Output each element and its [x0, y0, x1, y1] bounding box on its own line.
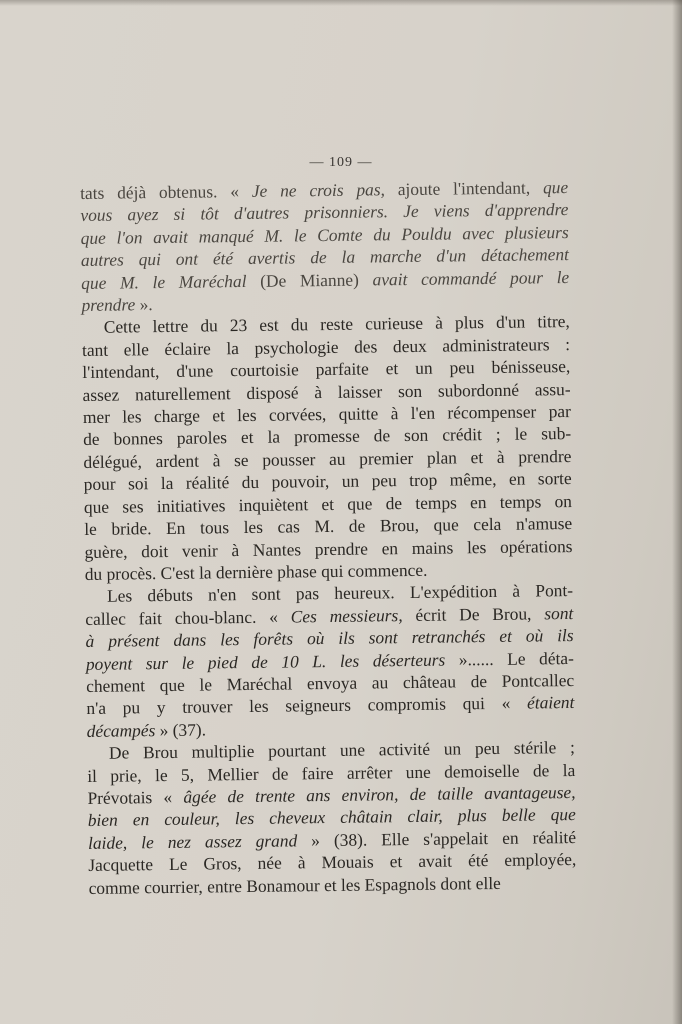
paragraph	[82, 310, 573, 585]
text-segment: De Brou multiplie pourtant une activité un peu stérile ;	[108, 737, 576, 763]
italic-segment: décampés	[86, 719, 156, 741]
text-segment: assez naturellement disposé à laisser son subordonné assu-	[82, 378, 571, 405]
text-segment: pour soi la réalité du pouvoir, un peu trop même, en sorte	[83, 468, 572, 495]
text-segment: (De Mianne)	[246, 269, 373, 291]
text-segment: écrit De Brou,	[402, 603, 545, 625]
text-segment: tant elle éclaire la psychologie des deux administrateurs :	[81, 333, 571, 360]
italic-segment: autres qui ont été avertis de la marche d'un détachement	[80, 244, 570, 271]
text-segment: délégué, ardent à se pousser au premier plan et à prendre	[83, 445, 572, 472]
italic-segment: que	[542, 177, 569, 198]
text-segment: tats déjà obtenus. «	[80, 180, 252, 203]
text-segment: Les débuts n'en sont pas heureux. L'expédition à Pont-	[106, 580, 574, 607]
text-segment: le bride. En tous les cas M. de Brou, que cela n'amuse	[84, 513, 573, 540]
body-text	[80, 176, 577, 899]
text-segment: du procès. C'est la dernière phase qui commence.	[84, 559, 428, 584]
italic-segment: vous ayez si tôt d'autres prisonniers. Je viens d'apprendre	[80, 199, 569, 226]
italic-segment: âgée de trente ans environ, de taille avantageuse,	[183, 781, 576, 807]
italic-segment: Ces messieurs,	[290, 604, 403, 627]
text-segment: Cette lettre du 23 est du reste curieuse à plus d'un titre,	[103, 311, 570, 338]
page-top-shadow	[0, 0, 682, 6]
italic-segment: avait commandé pour le	[372, 266, 570, 290]
text-segment: que ses initiatives inquiètent et que de temps en temps on	[83, 490, 573, 517]
italic-segment: prendre	[81, 294, 136, 316]
italic-segment: sont	[544, 602, 574, 624]
italic-segment: Je ne crois pas,	[251, 179, 386, 201]
page-number: — 109 —	[309, 155, 373, 170]
text-segment: »...... Le déta-	[445, 647, 574, 670]
text-segment: ajoute l'intendant,	[384, 177, 544, 200]
text-segment: l'intendant, d'une courtoisie parfaite et un peu bénisseuse,	[82, 356, 571, 383]
italic-segment: à présent dans les forêts où ils sont retranchés et où ils	[85, 625, 574, 652]
text-segment: Prévotais «	[87, 786, 184, 808]
text-segment: il prie, le 5, Mellier de faire arrêter une demoiselle de la	[87, 759, 576, 786]
text-segment: n'a pu y trouver les seigneurs compromis qui «	[86, 692, 528, 719]
text-segment: Jacquette Le Gros, née à Mouais et avait été employée,	[88, 849, 577, 876]
italic-segment: laide, le nez assez grand	[87, 830, 298, 853]
text-segment: comme courrier, entre Bonamour et les Espagnols dont elle	[88, 872, 501, 898]
text-segment: ».	[135, 294, 153, 315]
text-segment: de bonnes paroles et la promesse de son crédit ; le sub-	[83, 423, 572, 450]
paragraph	[80, 176, 570, 316]
text-segment: guère, doit venir à Nantes prendre en mains les opérations	[84, 535, 573, 562]
italic-segment: étaient	[526, 692, 575, 713]
paragraph	[87, 736, 577, 899]
text-segment: » (38). Elle s'appelait en réalité	[297, 826, 577, 851]
text-segment: callec fait chou-blanc. «	[85, 606, 291, 629]
page-edge-shadow	[672, 0, 682, 1024]
text-segment: mer les charge et les corvées, quitte à l'en récompenser par	[82, 401, 571, 428]
text-segment: » (37).	[155, 719, 207, 740]
italic-segment: bien en couleur, les cheveux châtain clair, plus belle que	[87, 804, 576, 831]
paragraph	[85, 579, 575, 742]
text-segment: chement que le Maréchal envoya au château de Pontcallec	[86, 669, 575, 696]
italic-segment: que l'on avait manqué M. le Comte du Pouldu avec plusieurs	[80, 221, 569, 248]
italic-segment: que M. le Maréchal	[81, 270, 247, 293]
italic-segment: poyent sur le pied de 10 L. les déserteurs	[85, 649, 446, 674]
